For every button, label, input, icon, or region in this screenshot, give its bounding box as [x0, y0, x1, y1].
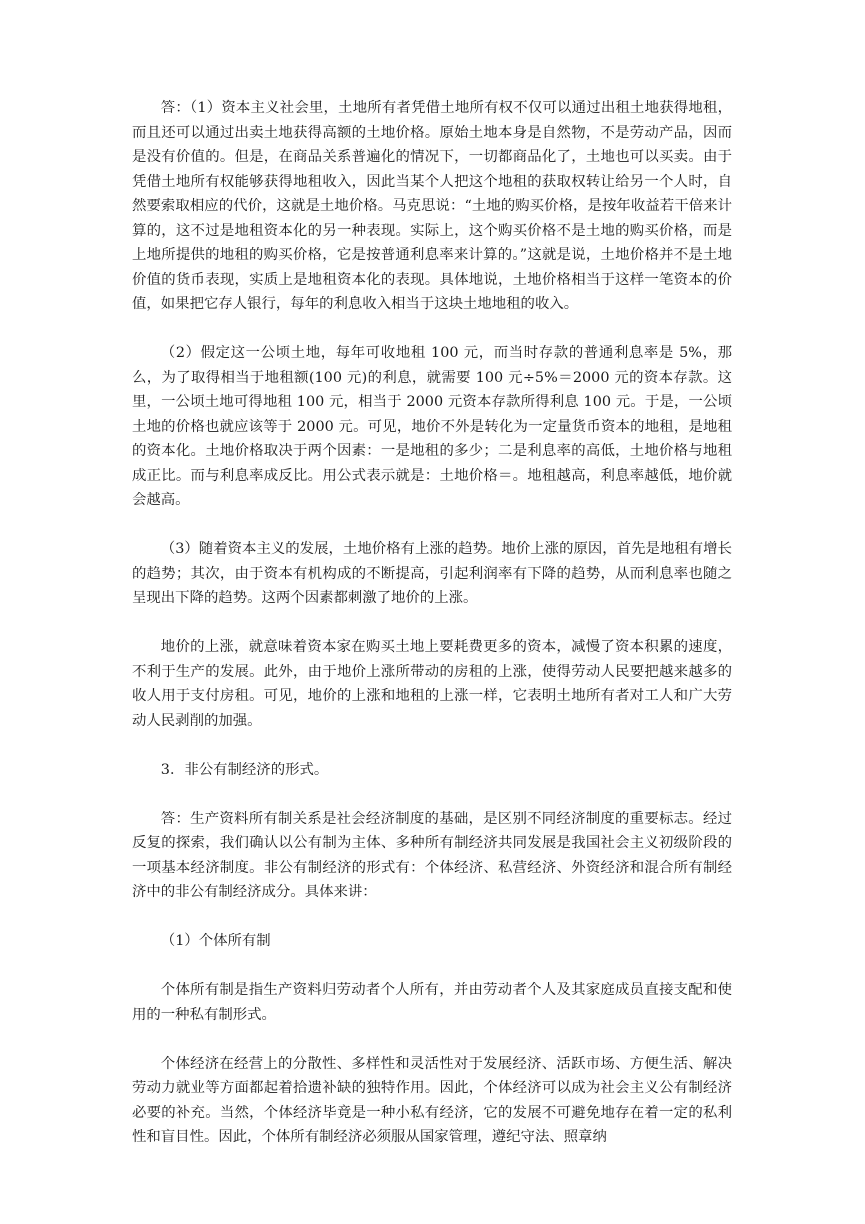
paragraph-non-public-answer: 答：生产资料所有制关系是社会经济制度的基础，是区别不同经济制度的重要标志。经过反复的探索，我们确认以公有制为主体、多种所有制经济共同发展是我国社会主义初级阶段的一项基本经济制度。非公有制经济的形式有：个体经济、私营经济、外资经济和混合所有制经济中的非公有制经济成分。具体来讲： — [132, 810, 732, 900]
document-body — [132, 96, 732, 1150]
paragraph-land-price-effects: 地价的上涨，就意味着资本家在购买土地上要耗费更多的资本，减慢了资本积累的速度，不利于生产的发展。此外，由于地价上涨所带动的房租的上涨，使得劳动人民要把越来越多的收人用于支付房租。可见，地价的上涨和地租的上涨一样，它表明土地所有者对工人和广大劳动人民剥削的加强。 — [132, 639, 732, 729]
subheading-individual-ownership: （1）个体所有制 — [160, 933, 271, 949]
question-heading-non-public-economy: 3．非公有制经济的形式。 — [160, 761, 329, 778]
paragraph-land-price-answer-3: （3）随着资本主义的发展，土地价格有上涨的趋势。地价上涨的原因，首先是地租有增长的趋势；其次，由于资本有机构成的不断提高，引起利润率有下降的趋势，从而利息率也随之呈现出下降的趋势。这两个因素都刺激了地价的上涨。 — [132, 541, 732, 606]
paragraph-individual-economy-role: 个体经济在经营上的分散性、多样性和灵活性对于发展经济、活跃市场、方便生活、解决劳动力就业等方面都起着拾遗补缺的独特作用。因此，个体经济可以成为社会主义公有制经济必要的补充。当然，个体经济毕竟是一种小私有经济，它的发展不可避免地存在着一定的私利性和盲目性。因此，个体所有制经济必须服从国家管理，遵纪守法、照章纳 — [132, 1055, 732, 1145]
paragraph-land-price-answer-1: 答：（1）资本主义社会里，土地所有者凭借土地所有权不仅可以通过出租土地获得地租，而且还可以通过出卖土地获得高额的土地价格。原始土地本身是自然物，不是劳动产品，因而是没有价值的。但是，在商品关系普遍化的情况下，一切都商品化了，土地也可以买卖。由于凭借土地所有权能够获得地租收入，因此当某个人把这个地租的获取权转让给另一个人时，自然要索取相应的代价，这就是土地价格。马克思说：“土地的购买价格，是按年收益若干倍来计算的，这不过是地租资本化的另一种表现。实际上，这个购买价格不是土地的购买价格，而是上地所提供的地租的购买价格，它是按普通利息率来计算的。”这就是说，土地价格并不是土地价值的货币表现，实质上是地租资本化的表现。具体地说，土地价格相当于这样一笔资本的价值，如果把它存人银行，每年的利息收入相当于这块土地地租的收入。 — [132, 100, 732, 312]
paragraph-land-price-answer-2: （2）假定这一公顷土地，每年可收地租 100 元，而当时存款的普通利息率是 5%，那么，为了取得相当于地租额(100 元)的利息，就需要 100 元÷5%＝2000 元的资本存款。这里，一公顷土地可得地租 100 元，相当于 2000 元资本存款所得利息 100 元。于是，一公顷土地的价格也就应该等于 2000 元。可见，地价不外是转化为一定量货币资本的地租，是地租的资本化。土地价格取决于两个因素：一是地租的多少；二是利息率的高低，土地价格与地租成正比。而与利息率成反比。用公式表示就是：土地价格＝。地租越高，利息率越低，地价就会越高。 — [132, 345, 732, 508]
paragraph-individual-ownership-definition: 个体所有制是指生产资料归劳动者个人所有，并由劳动者个人及其家庭成员直接支配和使用的一种私有制形式。 — [132, 982, 732, 1023]
